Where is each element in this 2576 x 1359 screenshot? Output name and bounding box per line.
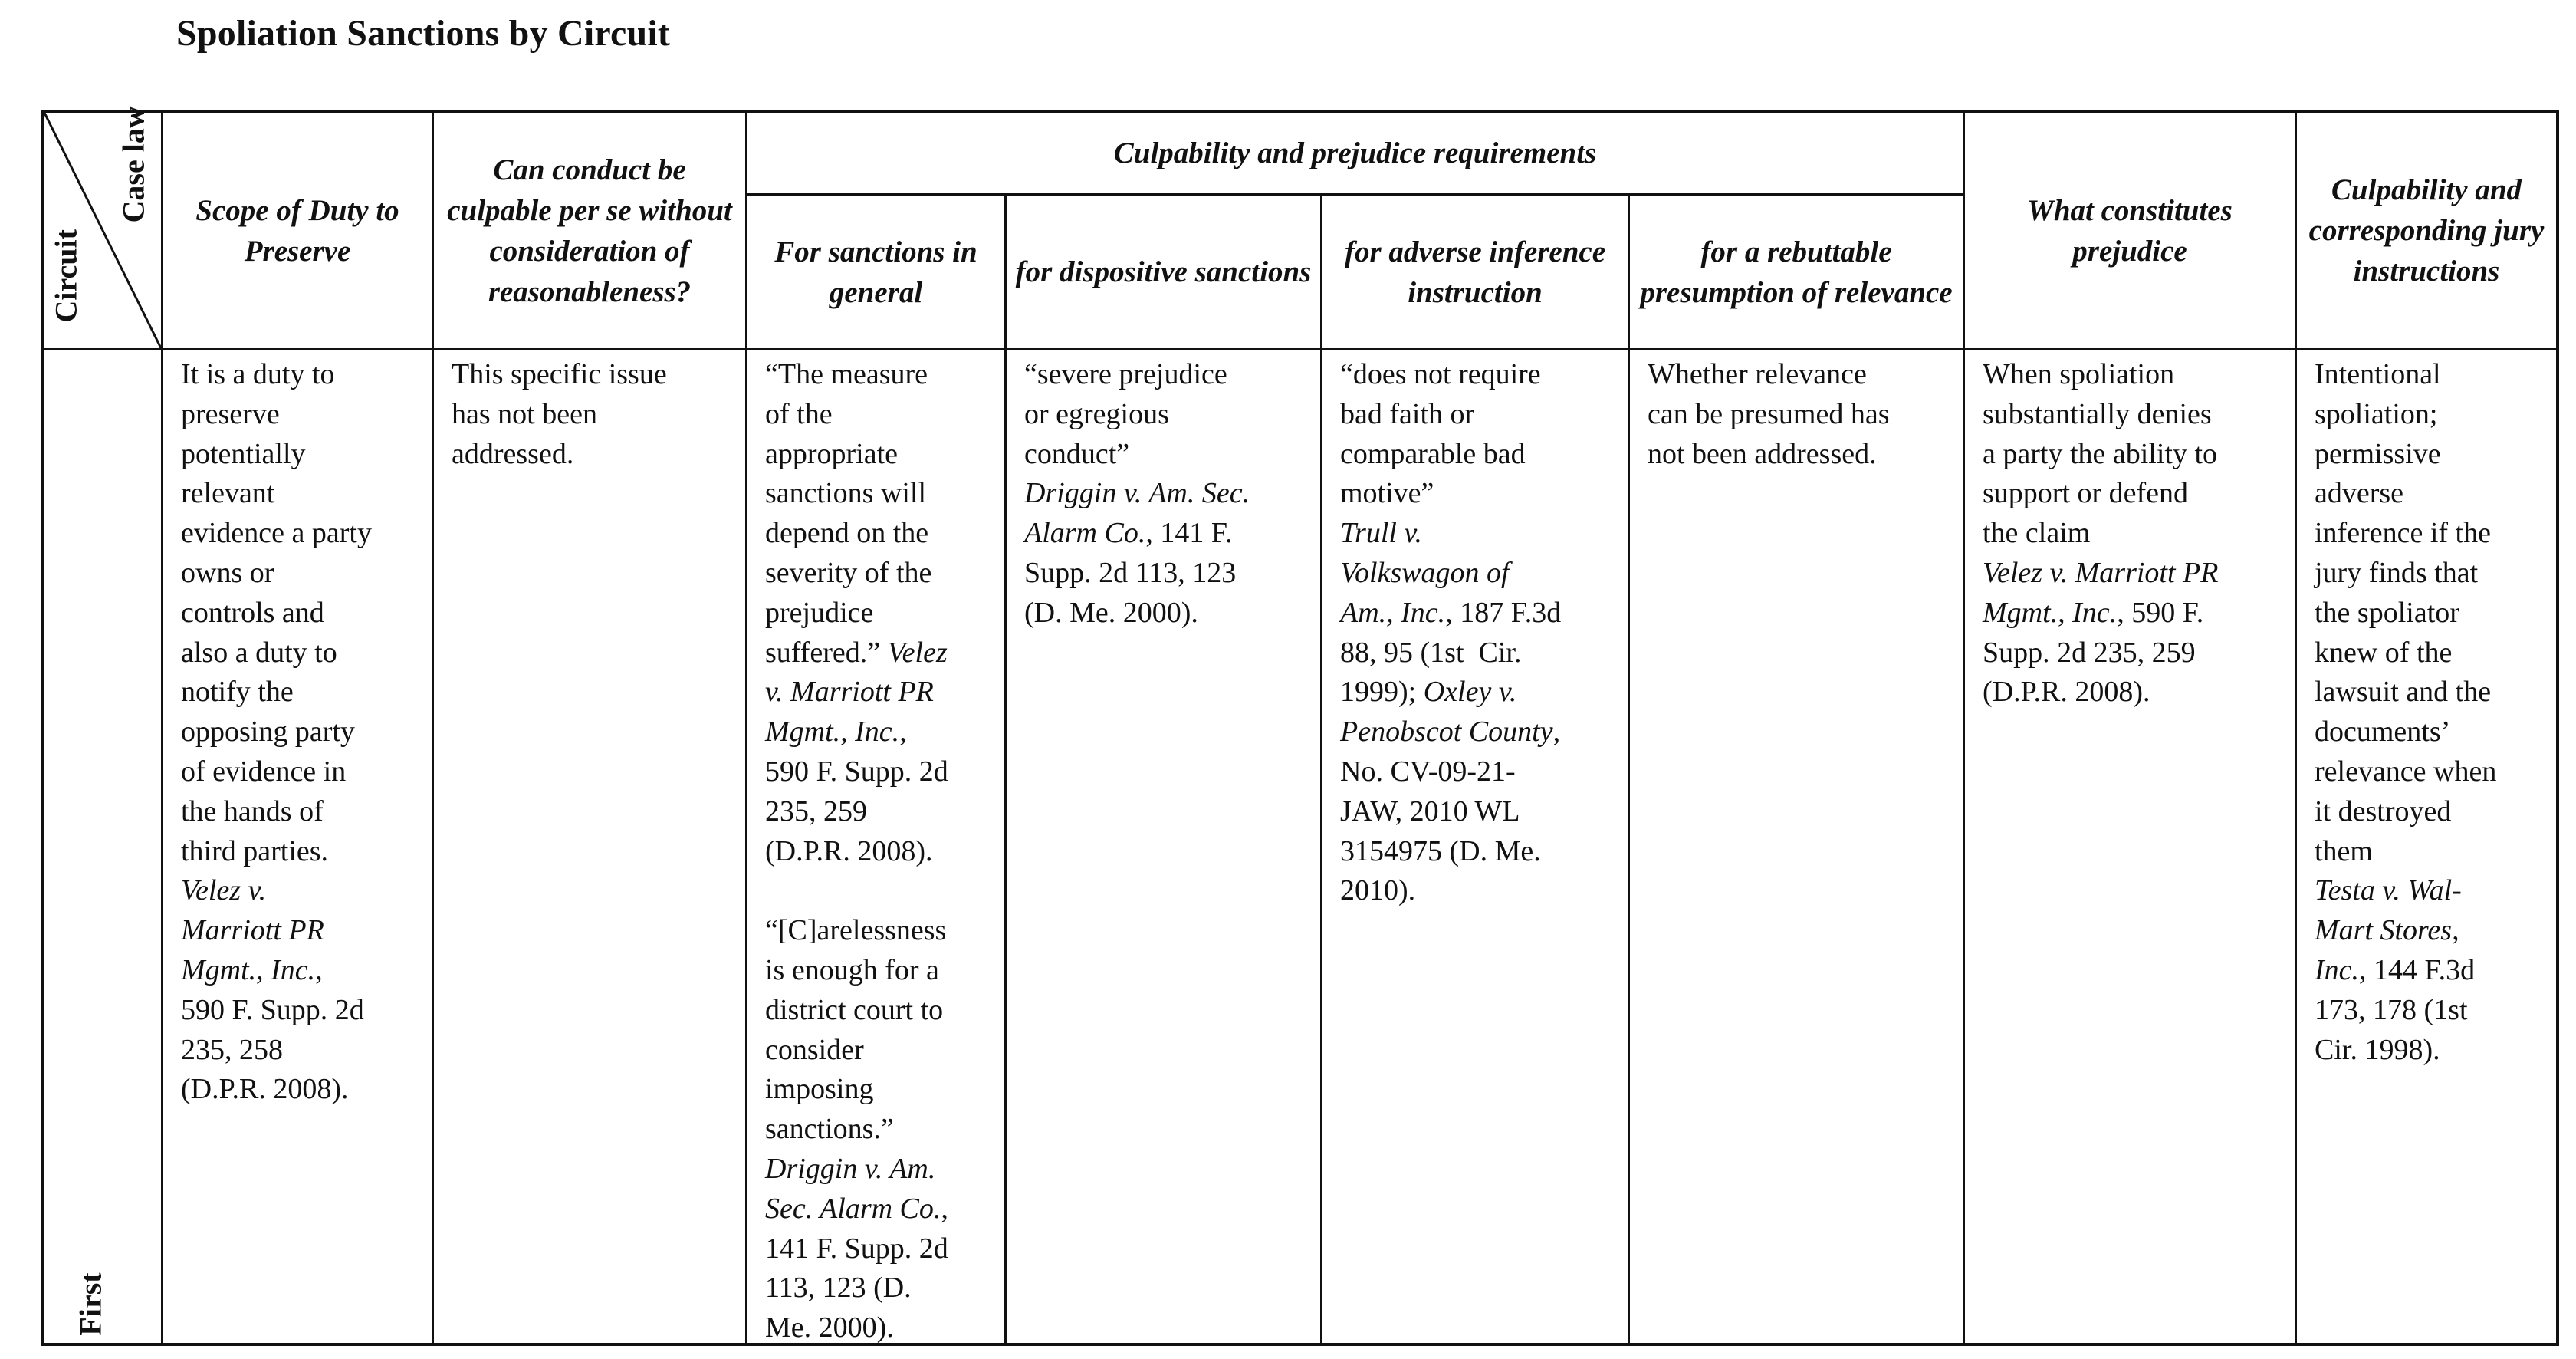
header-dispositive: for dispositive sanctions: [1015, 255, 1312, 288]
sanctions-table: [41, 106, 2559, 1346]
circuit-label: First: [73, 1272, 108, 1336]
cell-sanctions-general: “The measure of the appropriate sanctions will depend on the severity of the prejudice suffered.” Velez v. Marriott PR Mgmt., Inc., 590 F. Supp. 2d 235, 259 (D.P.R. 2008). “[C]arelessness is enough for a district court to consider imposing sanctions.” Driggin v. Am. Sec. Alarm Co., 141 F. Supp. 2d 113, 123 (D. Me. 2000).: [765, 358, 948, 1344]
corner-col-label: Case law: [116, 106, 151, 223]
cell-dispositive: “severe prejudice or egregious conduct” Driggin v. Am. Sec. Alarm Co., 141 F. Supp. 2d 113, 123 (D. Me. 2000).: [1024, 358, 1250, 629]
header-jury: Culpability and corresponding jury instructions: [2308, 173, 2545, 288]
header-rebuttable: for a rebuttable presumption of relevance: [1640, 235, 1953, 309]
header-sanctions-general: For sanctions in general: [774, 235, 978, 309]
cell-scope: It is a duty to preserve potentially relevant evidence a party owns or controls and also a duty to notify the opposing party of evidence in the hands of third parties. Velez v. Marriott PR Mgmt., Inc., 590 F. Supp. 2d 235, 258 (D.P.R. 2008).: [181, 358, 372, 1106]
header-per-se: Can conduct be culpable per se without consideration of reasonableness?: [447, 153, 732, 308]
header-adverse: for adverse inference instruction: [1344, 235, 1606, 309]
header-prejudice: What constitutes prejudice: [2027, 193, 2233, 268]
cell-adverse: “does not require bad faith or comparable bad motive” Trull v. Volkswagon of Am., Inc., 187 F.3d 88, 95 (1st Cir. 1999); Oxley v. Penobscot County, No. CV-09-21- JAW, 2010 WL 3154975 (D. Me. 2010).: [1340, 358, 1562, 907]
cell-prejudice: When spoliation substantially denies a party the ability to support or defend the claim Velez v. Marriott PR Mgmt., Inc., 590 F. Supp. 2d 235, 259 (D.P.R. 2008).: [1983, 358, 2219, 709]
col-divider: [1320, 193, 1322, 1343]
col-divider: [1004, 193, 1007, 1343]
col-divider: [1628, 193, 1630, 1343]
header-scope: Scope of Duty to Preserve: [196, 193, 399, 268]
page-title: Spoliation Sanctions by Circuit: [176, 13, 671, 54]
corner-row-label: Circuit: [48, 229, 84, 323]
cell-jury: Intentional spoliation; permissive adverse inference if the jury finds that the spoliator knew of the lawsuit and the documents’ relevance when it destroyed them Testa v. Wal- Mart Stores, Inc., 144 F.3d 173, 178 (1st Cir. 1998).: [2315, 358, 2497, 1066]
cell-per-se: This specific issue has not been addressed.: [452, 358, 667, 470]
row-divider: [44, 348, 2556, 350]
cell-rebuttable: Whether relevance can be presumed has not been addressed.: [1648, 358, 1890, 470]
header-group: Culpability and prejudice requirements: [1113, 137, 1597, 169]
